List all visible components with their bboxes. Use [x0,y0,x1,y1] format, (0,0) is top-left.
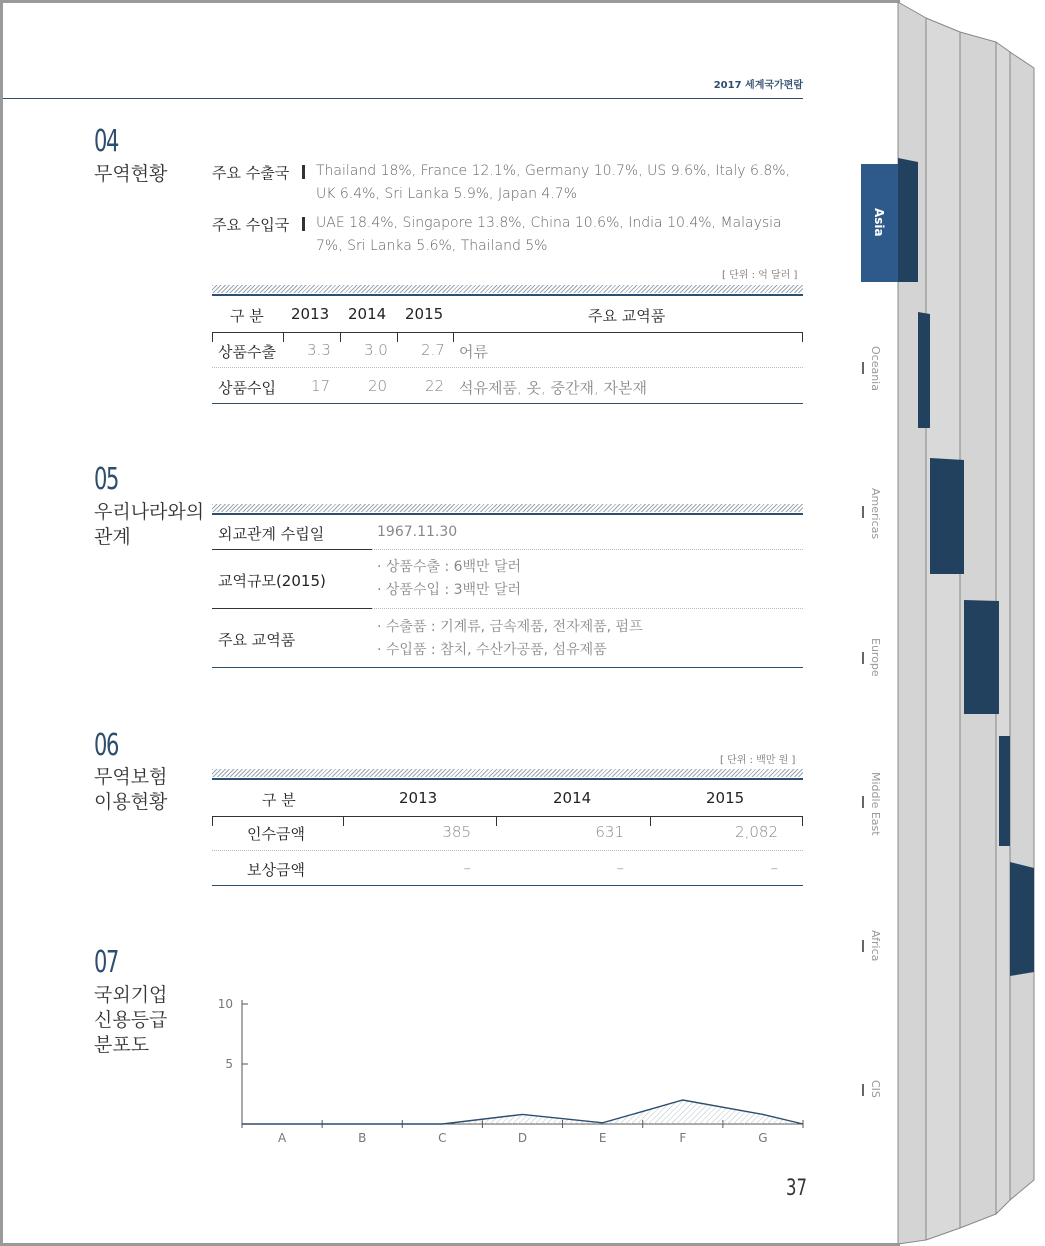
row-divider [212,367,803,368]
import-line-2: 7%, Sri Lanka 5.6%, Thailand 5% [316,238,548,254]
row6-underwrite-2014: 631 [595,823,624,841]
sec05-top-rule [212,513,803,515]
row-import-2013: 17 [311,377,331,395]
export-label: 주요 수출국 [212,164,290,182]
edge-tab-asia [898,158,918,282]
row6-divider [212,850,803,851]
rel-trade-import: · 상품수입 : 3백만 달러 [377,582,522,598]
row-export-label: 상품수출 [218,343,276,361]
x-tick-label-B: B [358,1131,367,1145]
tick [283,332,284,342]
row-import-label: 상품수입 [218,379,276,397]
sidebar-tab-middle-east[interactable]: Middle East [869,772,882,836]
th6-category: 구 분 [262,791,296,809]
th-2014: 2014 [348,305,387,323]
header-rule [3,98,803,99]
tick [212,816,213,826]
tick [397,332,398,342]
tick [453,332,454,342]
sec04-unit: [ 단위 : 억 달러 ] [722,270,798,281]
section-06-title [94,765,167,815]
th-goods: 주요 교역품 [588,307,666,325]
section-07-number: 07 [94,945,118,980]
credit-rating-chart [205,990,815,1150]
row-export-goods: 어류 [459,343,488,361]
sec04-top-rule [212,294,803,296]
section-06-number: 06 [94,728,118,763]
row6-compensation-2015: – [770,859,778,877]
import-line-1: UAE 18.4%, Singapore 13.8%, China 10.6%, India 10.4%, Malaysia [316,215,782,231]
page-number: 37 [786,1176,807,1201]
section-05-title-line-2: 관계 [94,526,131,548]
section-04-number: 04 [94,124,118,159]
row6-compensation-2013: – [463,859,471,877]
row-export-2015: 2.7 [421,341,445,359]
rel-label-trade-volume: 교역규모(2015) [218,572,326,590]
section-07-title-line-1: 국외기업 [94,984,168,1006]
th-category: 구 분 [230,307,264,325]
sidebar-tick [862,796,864,808]
tick [340,332,341,342]
section-05-title-line-1: 우리나라와의 [94,501,205,523]
x-tick-label-C: C [438,1131,447,1145]
rel-trade-export: · 상품수출 : 6백만 달러 [377,559,522,575]
sec06-unit: [ 단위 : 백만 원 ] [720,755,796,766]
sidebar-tab-europe[interactable]: Europe [869,638,882,677]
edge-tab-europe [964,600,999,714]
rel-value-main-goods [377,616,643,662]
sec06-bottom-rule [212,885,803,886]
x-tick-label-G: G [758,1131,768,1145]
sec04-bottom-rule [212,403,803,404]
row-export-2014: 3.0 [364,341,388,359]
sidebar-tab-asia[interactable] [861,164,898,282]
edge-tab-africa [1010,862,1034,976]
frame-top [0,0,900,3]
rel-label-rule [212,549,372,550]
sec06-header-rule [212,816,803,817]
y-tick-label: 5 [225,1057,233,1071]
tick [650,816,651,826]
section-05-number: 05 [94,462,118,497]
section-07-title [94,983,167,1058]
edge-tab-oceania [918,312,930,428]
th6-2013: 2013 [399,789,438,807]
rel-label-rule [212,608,372,609]
frame-left [0,0,3,1246]
sidebar-tab-cis[interactable]: CIS [869,1080,882,1098]
header-title: 2017 세계국가편람 [713,80,803,91]
tick [212,332,213,342]
sec06-hatch [212,769,803,777]
th-2013: 2013 [291,305,330,323]
rel-label-established: 외교관계 수립일 [218,525,325,543]
row-export-2013: 3.3 [307,341,331,359]
row-import-goods: 석유제품, 옷, 중간재, 자본재 [459,379,647,397]
sidebar-tick [862,506,864,518]
x-tick-label-F: F [679,1131,687,1145]
sidebar-tab-oceania[interactable]: Oceania [869,346,882,391]
rel-value-trade-volume [377,556,521,602]
section-06-title-line-2: 이용현황 [94,791,168,813]
import-bar [302,217,305,231]
rel-divider [372,549,803,550]
export-bar [302,165,305,179]
rel-value-established: 1967.11.30 [377,524,458,540]
rel-label-main-goods: 주요 교역품 [218,631,296,649]
y-tick-label: 10 [217,997,233,1011]
row6-underwrite-label: 인수금액 [247,825,305,843]
export-line-1: Thailand 18%, France 12.1%, Germany 10.7%, US 9.6%, Italy 6.8%, [316,163,791,179]
page-edge-stack [896,0,1045,1246]
rel-goods-export: · 수출품 : 기계류, 금속제품, 전자제품, 펌프 [377,619,643,635]
section-05-title [94,500,204,550]
export-value [316,160,801,206]
sidebar-tick [862,652,864,664]
sec05-bottom-rule [212,667,803,668]
sec06-top-rule [212,778,803,780]
section-07-title-line-2: 신용등급 [94,1009,168,1031]
sidebar-tick [862,940,864,952]
row-import-2015: 22 [425,377,445,395]
row-import-2014: 20 [368,377,388,395]
section-04-title: 무역현황 [94,163,168,185]
rel-divider [372,608,803,609]
th6-2014: 2014 [553,789,592,807]
sidebar-tab-africa[interactable]: Africa [869,930,882,962]
tick [802,816,803,826]
rel-goods-import: · 수입품 : 참치, 수산가공품, 섬유제품 [377,642,607,658]
sec05-hatch [212,504,803,512]
row6-underwrite-2013: 385 [442,823,471,841]
sec04-header-rule [212,332,803,333]
tick [496,816,497,826]
x-tick-label-A: A [277,1131,287,1145]
sidebar-tab-asia-label: Asia [872,208,886,237]
area-fill [242,1100,803,1124]
export-line-2: UK 6.4%, Sri Lanka 5.9%, Japan 4.7% [316,186,578,202]
x-tick-label-D: D [517,1131,528,1145]
th-2015: 2015 [405,305,444,323]
th6-2015: 2015 [706,789,745,807]
tick [802,332,803,342]
x-tick-label-E: E [598,1131,607,1145]
import-label: 주요 수입국 [212,216,290,234]
row6-compensation-2014: – [616,859,624,877]
section-06-title-line-1: 무역보험 [94,766,168,788]
row6-compensation-label: 보상금액 [247,861,305,879]
sidebar-tab-americas[interactable]: Americas [869,488,882,540]
section-07-title-line-3: 분포도 [94,1034,150,1056]
import-value [316,212,801,258]
edge-tab-middle-east [999,736,1010,846]
sec04-hatch [212,285,803,293]
edge-tab-americas [930,458,964,574]
sidebar-tick [862,1084,864,1096]
tick [343,816,344,826]
sidebar-tick [862,362,864,374]
row6-underwrite-2015: 2,082 [735,823,778,841]
